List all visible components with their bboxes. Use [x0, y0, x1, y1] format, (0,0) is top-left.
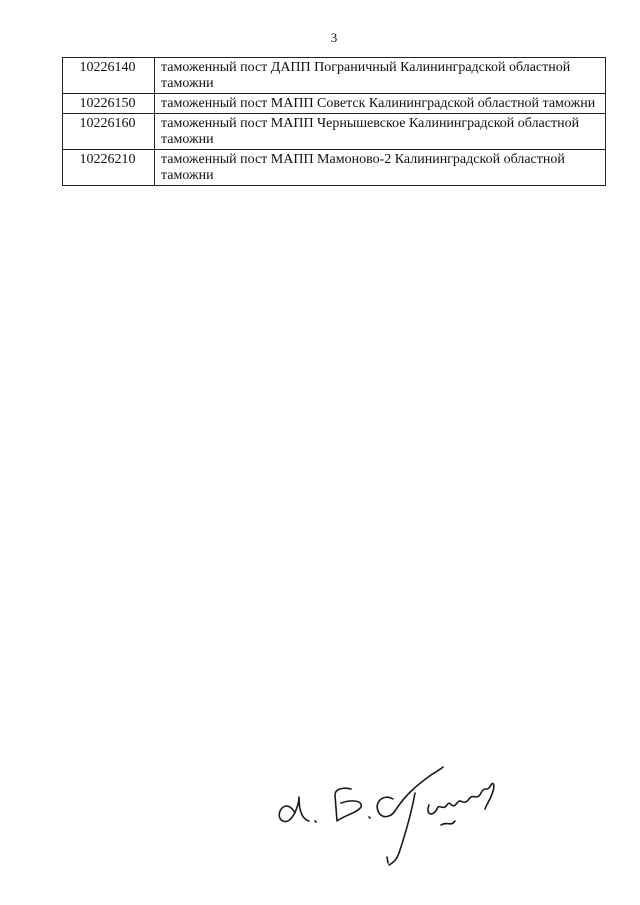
post-name: таможенный пост ДАПП Пограничный Калининградской областной таможни: [155, 58, 606, 94]
post-name: таможенный пост МАПП Мамоново-2 Калининградской областной таможни: [155, 150, 606, 186]
post-code: 10226150: [63, 94, 155, 114]
post-name: таможенный пост МАПП Советск Калининградской областной таможни: [155, 94, 606, 114]
handwritten-signature: [265, 755, 515, 870]
post-name: таможенный пост МАПП Чернышевское Калининградской областной таможни: [155, 114, 606, 150]
post-code: 10226210: [63, 150, 155, 186]
table-row: [63, 150, 606, 186]
table-row: [63, 58, 606, 94]
signature-scrawl: [265, 755, 515, 870]
table-row: [63, 94, 606, 114]
table-row: [63, 114, 606, 150]
post-code: 10226160: [63, 114, 155, 150]
page-number: 3: [330, 30, 338, 45]
post-code: 10226140: [63, 58, 155, 94]
customs-posts-table: [62, 57, 606, 186]
